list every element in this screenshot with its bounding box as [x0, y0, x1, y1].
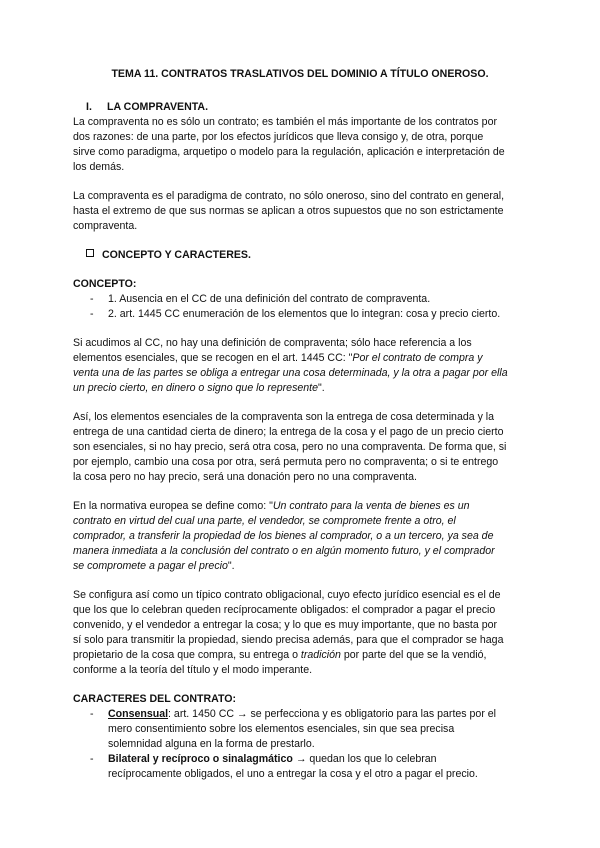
text-line: La compraventa no es sólo un contrato; es también el más importante de los contratos por	[73, 116, 497, 128]
text-line: se compromete a pagar el precio".	[73, 560, 235, 572]
subheading: CONCEPTO Y CARACTERES.	[86, 249, 251, 262]
text-line: convenido, y el vendedor a entregar la cosa; y lo que es muy importante, que no basta por	[73, 619, 498, 631]
list-dash: -	[90, 293, 94, 305]
concepto-label: CONCEPTO:	[73, 278, 137, 290]
list-item: 2. art. 1445 CC enumeración de los elementos que lo integran: cosa y precio cierto.	[108, 308, 501, 320]
text-line: propietario de la cosa que compra, su entrega o tradición por parte del que se la vendió,	[73, 649, 487, 661]
text-line: manera inmediata a la conclusión del contrato o en algún momento futuro, y el comprador	[73, 545, 495, 557]
text-line: venta una de las partes se obliga a entregar una cosa determinada, y la otra a pagar por ella	[73, 367, 508, 379]
text-line: compraventa.	[73, 220, 138, 232]
text-line: un precio cierto, en dinero o signo que lo represente".	[73, 382, 325, 394]
text-line: Se configura así como un típico contrato obligacional, cuyo efecto jurídico esencial es el de	[73, 589, 501, 601]
list-dash: -	[90, 708, 94, 720]
section-heading: LA COMPRAVENTA.	[107, 101, 209, 113]
text-line: mero consentimiento sobre los elementos esenciales, sin que sea precisa	[108, 723, 455, 735]
text-line: Consensual: art. 1450 CC → se perfecciona y es obligatorio para las partes por el	[108, 708, 497, 720]
text-line: son esenciales, si no hay precio, será otra cosa, pero no una compraventa. De forma que, si	[73, 441, 507, 453]
text-line: que los que lo celebran queden recíprocamente obligados: el comprador a pagar el precio	[73, 604, 496, 616]
text-line: hasta el extremo de que sus normas se aplican a otros supuestos que no son estrictamente	[73, 205, 504, 217]
text-line: Así, los elementos esenciales de la compraventa son la entrega de cosa determinada y la	[73, 411, 495, 423]
text-line: recíprocamente obligados, el uno a entregar la cosa y el otro a pagar el precio.	[108, 768, 478, 780]
text-line: Bilateral y recíproco o sinalagmático → quedan los que lo celebran	[108, 753, 437, 765]
checkbox-bullet-icon	[86, 249, 94, 257]
list-dash: -	[90, 753, 94, 765]
caracteres-label: CARACTERES DEL CONTRATO:	[73, 693, 237, 705]
text-line: comprador, a transferir la propiedad de los bienes al comprador, o a un tercero, ya sea de	[73, 530, 494, 542]
text-line: En la normativa europea se define como: "Un contrato para la venta de bienes es un	[73, 500, 470, 512]
list-dash: -	[90, 308, 94, 320]
text-line: la cosa pero no hay precio, será una donación pero no una compraventa.	[73, 471, 417, 483]
text-line: sirve como paradigma, arquetipo o modelo para la regulación, aplicación e interpretación de	[73, 146, 505, 158]
text-line: los demás.	[73, 161, 125, 173]
text-line: dos razones: de una parte, por los efectos jurídicos que lleva consigo y, de otra, porque	[73, 131, 484, 143]
section-number: I.	[86, 101, 92, 113]
list-item: 1. Ausencia en el CC de una definición del contrato de compraventa.	[108, 293, 431, 305]
text-line: Si acudimos al CC, no hay una definición de compraventa; sólo hace referencia a los	[73, 337, 472, 349]
document-title: TEMA 11. CONTRATOS TRASLATIVOS DEL DOMINIO A TÍTULO ONEROSO.	[111, 68, 489, 80]
text-line: por ejemplo, cambio una cosa por otra, será permuta pero no compraventa; o si te entrego	[73, 456, 499, 468]
text-line: elementos esenciales, que se recogen en el art. 1445 CC: "Por el contrato de compra y	[73, 352, 483, 364]
text-line: sí solo para transmitir la propiedad, siendo precisa además, para que el comprador se haga	[73, 634, 504, 646]
text-line: solemnidad alguna en la forma de prestarlo.	[108, 738, 315, 750]
text-line: conforme a la teoría del título y el modo imperante.	[73, 664, 313, 676]
text-line: entrega de una cantidad cierta de dinero; la entrega de la cosa y el pago de un precio cierto	[73, 426, 504, 438]
text-line: La compraventa es el paradigma de contrato, no sólo oneroso, sino del contrato en general,	[73, 190, 505, 202]
text-line: contrato en virtud del cual una parte, el vendedor, se compromete frente a otro, el	[73, 515, 456, 527]
